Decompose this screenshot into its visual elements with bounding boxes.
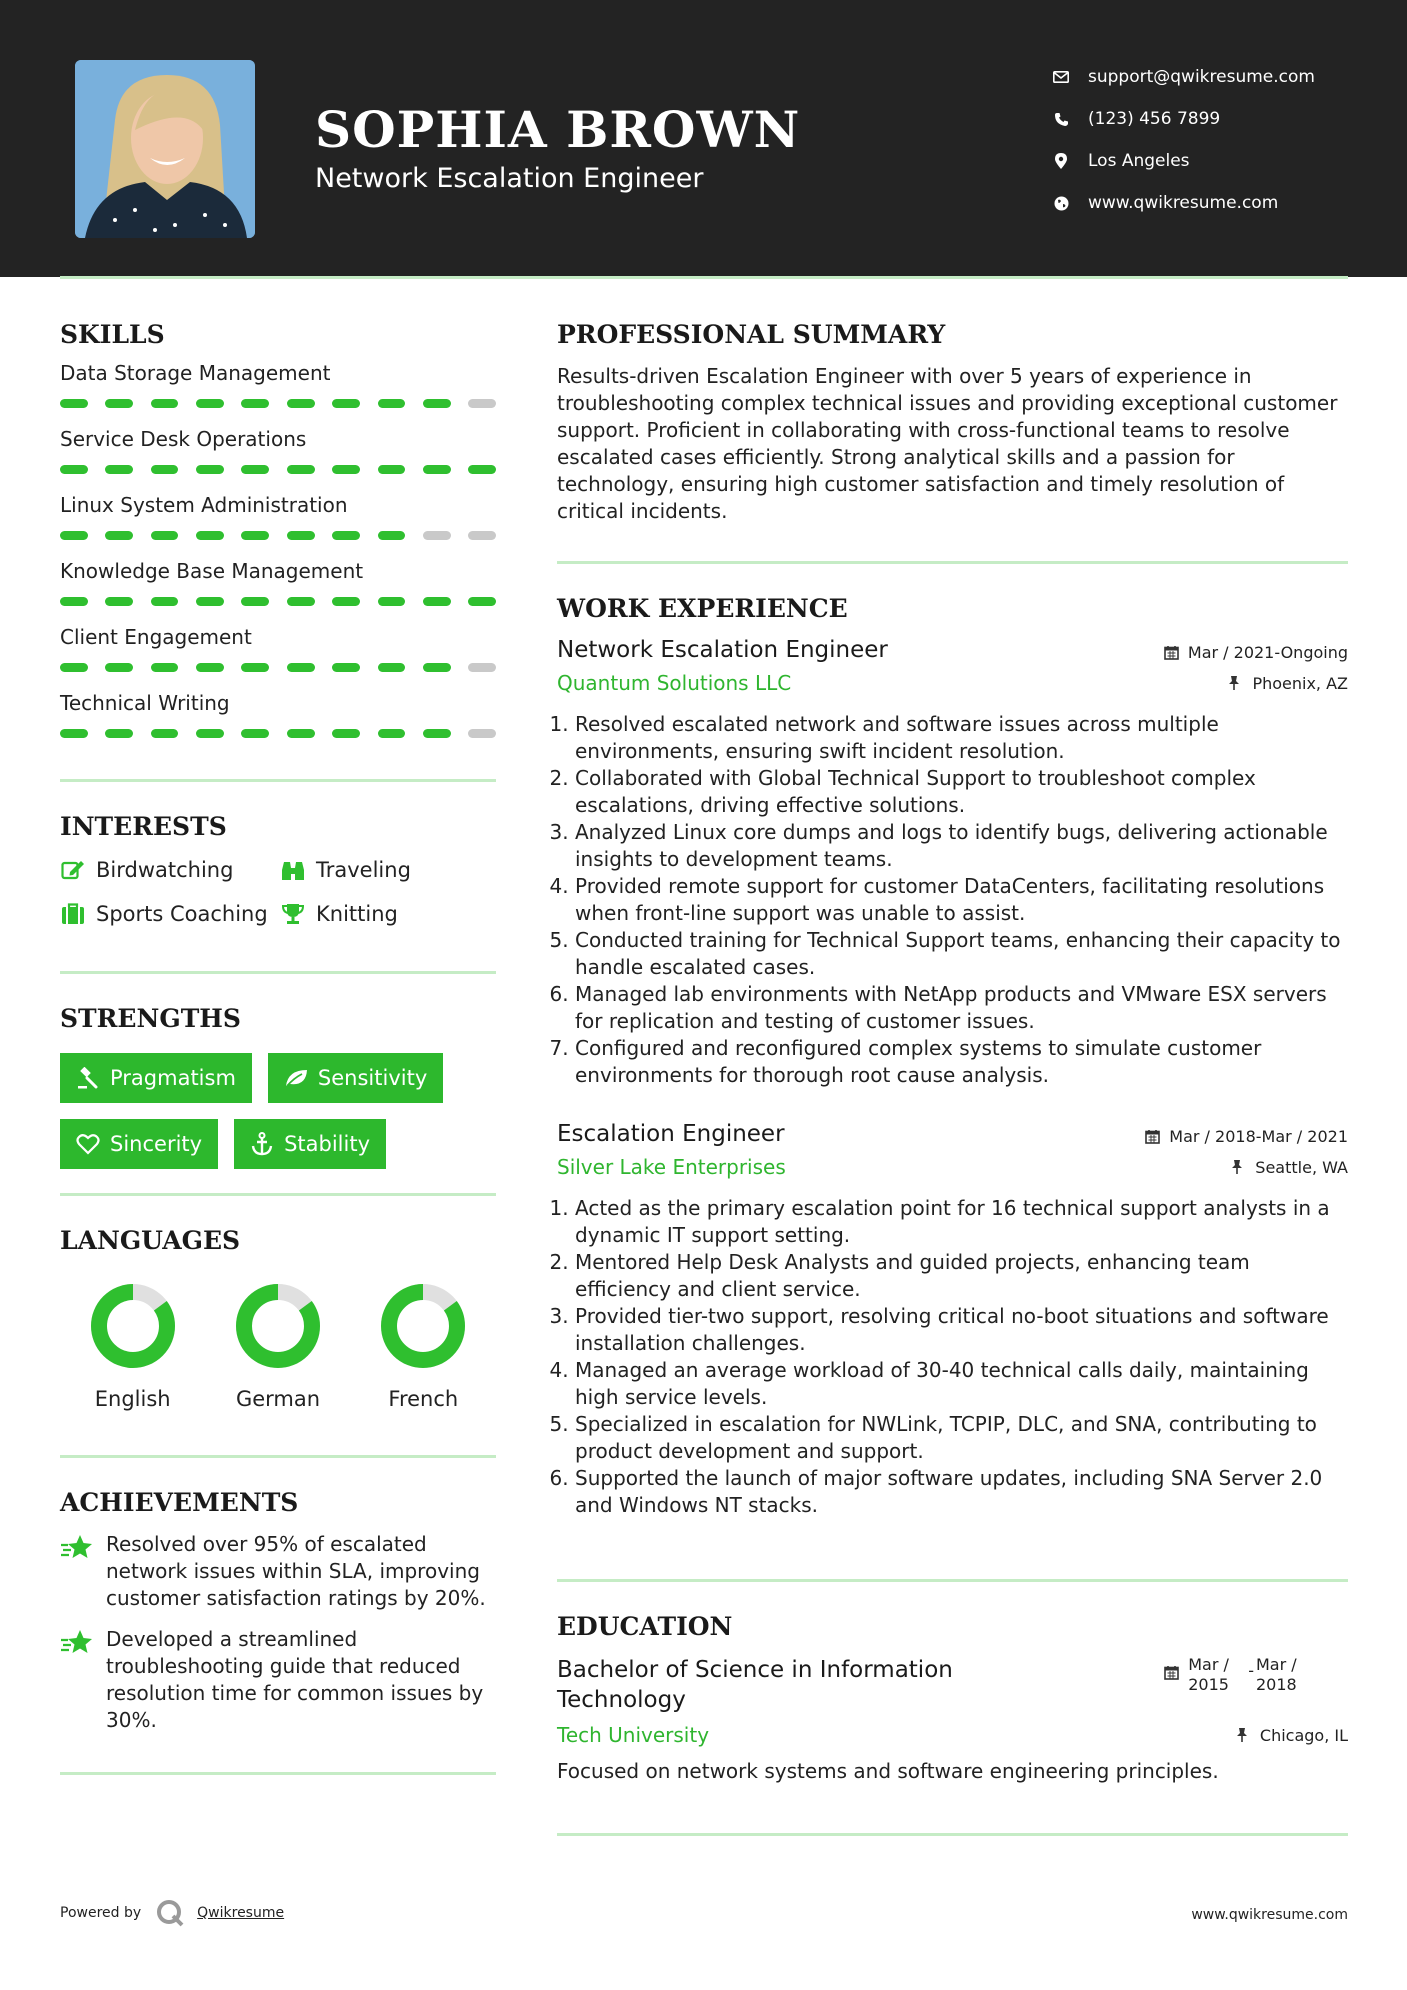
achievements-title: ACHIEVEMENTS	[60, 1488, 299, 1517]
qwikresume-logo-icon	[155, 1898, 185, 1928]
skill-item	[60, 493, 496, 541]
contact-list	[1050, 56, 1315, 224]
rating-dot	[196, 663, 224, 672]
rating-dot	[332, 729, 360, 738]
rating-dot	[332, 399, 360, 408]
candidate-role: Network Escalation Engineer	[315, 163, 704, 194]
skill-item	[60, 559, 496, 607]
leaf-icon	[284, 1066, 308, 1090]
rating-dot	[105, 663, 133, 672]
calendar-icon	[1164, 1665, 1180, 1681]
section-divider	[60, 1772, 496, 1775]
education-date: Mar / 2015 - Mar / 2018	[1164, 1655, 1316, 1695]
rating-dot	[196, 465, 224, 474]
rating-dot	[196, 531, 224, 540]
location-icon	[1050, 150, 1072, 172]
rating-dot	[287, 729, 315, 738]
rating-dot	[378, 531, 406, 540]
skill-item	[60, 691, 496, 739]
strengths-title: STRENGTHS	[60, 1004, 241, 1033]
language-item	[60, 1281, 205, 1411]
rating-dot	[468, 465, 496, 474]
language-ring	[378, 1281, 468, 1371]
section-divider	[60, 971, 496, 974]
rating-dot	[241, 399, 269, 408]
skill-item	[60, 625, 496, 673]
school-location: Chicago, IL	[1236, 1726, 1348, 1745]
rating-dot	[423, 531, 451, 540]
rating-dot	[241, 663, 269, 672]
gavel-icon	[76, 1066, 100, 1090]
skill-name: Linux System Administration	[60, 493, 348, 517]
job-title: Escalation Engineer	[557, 1121, 785, 1147]
skills-list	[60, 361, 496, 739]
strengths-list	[60, 1053, 496, 1169]
rating-dot	[287, 531, 315, 540]
skills-title: SKILLS	[60, 320, 165, 349]
job-bullet: 3. Analyzed Linux core dumps and logs to identify bugs, delivering actionable insights to development teams.	[575, 819, 1348, 873]
job-bullet: 7. Configured and reconfigured complex systems to simulate customer environments for thorough root cause analysis.	[575, 1035, 1348, 1089]
rating-dot	[378, 663, 406, 672]
anchor-icon	[250, 1132, 274, 1156]
achievement-item: Resolved over 95% of escalated network issues within SLA, improving customer satisfaction ratings by 20%.	[60, 1531, 496, 1612]
job-entry	[557, 637, 1348, 1089]
languages-title: LANGUAGES	[60, 1226, 241, 1255]
rating-dot	[423, 663, 451, 672]
section-divider	[60, 1193, 496, 1196]
rating-dot	[468, 729, 496, 738]
education-title: EDUCATION	[557, 1612, 733, 1641]
rating-dot	[105, 399, 133, 408]
star-trophy-icon	[60, 1628, 94, 1658]
job-location: Phoenix, AZ	[1228, 674, 1348, 693]
rating-dot	[378, 465, 406, 474]
language-ring	[88, 1281, 178, 1371]
qwikresume-link[interactable]: Qwikresume	[197, 1905, 285, 1921]
skill-name: Technical Writing	[60, 691, 230, 715]
profile-photo	[75, 60, 255, 238]
rating-dot	[332, 465, 360, 474]
skill-rating	[60, 597, 496, 607]
skill-item	[60, 427, 496, 475]
rating-dot	[196, 399, 224, 408]
skill-rating	[60, 531, 496, 541]
experience-title: WORK EXPERIENCE	[557, 594, 848, 623]
skill-name: Client Engagement	[60, 625, 252, 649]
rating-dot	[151, 663, 179, 672]
job-bullet: 6. Supported the launch of major software updates, including SNA Server 2.0 and Windows NT stacks.	[575, 1465, 1348, 1519]
right-column	[557, 320, 1348, 1836]
achievement-item: Developed a streamlined troubleshooting guide that reduced resolution time for common issues by 30%.	[60, 1626, 496, 1734]
rating-dot	[423, 399, 451, 408]
rating-dot	[60, 531, 88, 540]
section-divider	[60, 779, 496, 782]
pin-icon	[1236, 1727, 1252, 1743]
strength-badge: Stability	[234, 1119, 386, 1169]
trophy-icon	[280, 901, 306, 927]
globe-icon	[1050, 192, 1072, 214]
rating-dot	[378, 399, 406, 408]
rating-dot	[105, 465, 133, 474]
education-description: Focused on network systems and software engineering principles.	[557, 1759, 1219, 1783]
rating-dot	[423, 729, 451, 738]
pin-icon	[1228, 675, 1244, 691]
calendar-icon	[1145, 1129, 1161, 1145]
section-divider	[557, 1579, 1348, 1582]
briefcase-icon	[60, 901, 86, 927]
job-date: Mar / 2021-Ongoing	[1164, 643, 1348, 662]
strength-badge: Sincerity	[60, 1119, 218, 1169]
rating-dot	[151, 465, 179, 474]
rating-dot	[287, 597, 315, 606]
rating-dot	[423, 597, 451, 606]
rating-dot	[423, 465, 451, 474]
job-bullet: 1. Acted as the primary escalation point for 16 technical support analysts in a dynamic IT support setting.	[575, 1195, 1348, 1249]
skill-rating	[60, 465, 496, 475]
rating-dot	[60, 597, 88, 606]
rating-dot	[332, 663, 360, 672]
skill-name: Knowledge Base Management	[60, 559, 364, 583]
section-divider	[60, 1455, 496, 1458]
left-column	[60, 320, 496, 1775]
interest-item: Traveling	[280, 857, 496, 883]
resume-header	[0, 0, 1407, 277]
rating-dot	[332, 531, 360, 540]
rating-dot	[287, 465, 315, 474]
rating-dot	[468, 399, 496, 408]
job-bullet: 6. Managed lab environments with NetApp products and VMware ESX servers for replication and testing of customer issues.	[575, 981, 1348, 1035]
language-ring	[233, 1281, 323, 1371]
summary-title: PROFESSIONAL SUMMARY	[557, 320, 946, 349]
phone-icon	[1050, 108, 1072, 130]
job-bullet: 3. Provided tier-two support, resolving critical no-boot situations and software installation challenges.	[575, 1303, 1348, 1357]
education-entry	[557, 1655, 1348, 1783]
interests-title: INTERESTS	[60, 812, 227, 841]
rating-dot	[60, 729, 88, 738]
rating-dot	[105, 531, 133, 540]
rating-dot	[105, 597, 133, 606]
pin-icon	[1231, 1159, 1247, 1175]
job-bullet: 2. Mentored Help Desk Analysts and guided projects, enhancing team efficiency and client service.	[575, 1249, 1348, 1303]
job-location: Seattle, WA	[1231, 1158, 1348, 1177]
interest-item: Birdwatching	[60, 857, 280, 883]
rating-dot	[468, 663, 496, 672]
rating-dot	[378, 597, 406, 606]
job-entry	[557, 1121, 1348, 1519]
contact-phone[interactable]: (123) 456 7899	[1050, 98, 1315, 140]
rating-dot	[287, 663, 315, 672]
section-divider	[557, 561, 1348, 564]
contact-email[interactable]: support@qwikresume.com	[1050, 56, 1315, 98]
calendar-icon	[1164, 645, 1180, 661]
language-name: English	[94, 1387, 171, 1411]
heart-icon	[76, 1132, 100, 1156]
rating-dot	[378, 729, 406, 738]
rating-dot	[60, 663, 88, 672]
job-bullets	[557, 1195, 1348, 1519]
job-title: Network Escalation Engineer	[557, 637, 888, 663]
interest-item: Sports Coaching	[60, 901, 280, 927]
rating-dot	[151, 531, 179, 540]
header-divider	[60, 276, 1348, 279]
company-name: Silver Lake Enterprises	[557, 1155, 786, 1179]
contact-website[interactable]: www.qwikresume.com	[1050, 182, 1315, 224]
job-date: Mar / 2018-Mar / 2021	[1145, 1127, 1348, 1146]
rating-dot	[105, 729, 133, 738]
rating-dot	[468, 597, 496, 606]
job-bullet: 1. Resolved escalated network and software issues across multiple environments, ensuring swift incident resolution.	[575, 711, 1348, 765]
section-divider	[557, 1833, 1348, 1836]
binoculars-icon	[280, 857, 306, 883]
job-bullets	[557, 711, 1348, 1089]
job-bullet: 4. Provided remote support for customer DataCenters, facilitating resolutions when front-line support was unable to assist.	[575, 873, 1348, 927]
rating-dot	[151, 729, 179, 738]
rating-dot	[151, 597, 179, 606]
skill-rating	[60, 399, 496, 409]
interest-item: Knitting	[280, 901, 496, 927]
rating-dot	[468, 531, 496, 540]
rating-dot	[241, 465, 269, 474]
degree-title: Bachelor of Science in Information Technology	[557, 1657, 953, 1713]
email-icon	[1050, 66, 1072, 88]
job-bullet: 4. Managed an average workload of 30-40 technical calls daily, maintaining high service levels.	[575, 1357, 1348, 1411]
footer-website[interactable]: www.qwikresume.com	[1191, 1907, 1348, 1923]
rating-dot	[241, 531, 269, 540]
language-name: French	[388, 1387, 459, 1411]
rating-dot	[287, 399, 315, 408]
strength-badge: Sensitivity	[268, 1053, 443, 1103]
language-item	[351, 1281, 496, 1411]
rating-dot	[196, 729, 224, 738]
skill-item	[60, 361, 496, 409]
skill-rating	[60, 729, 496, 739]
skill-name: Data Storage Management	[60, 361, 331, 385]
rating-dot	[196, 597, 224, 606]
star-trophy-icon	[60, 1533, 94, 1563]
rating-dot	[151, 399, 179, 408]
candidate-name: SOPHIA BROWN	[315, 100, 801, 159]
language-name: German	[235, 1387, 321, 1411]
rating-dot	[241, 597, 269, 606]
strength-badge: Pragmatism	[60, 1053, 252, 1103]
job-bullet: 5. Conducted training for Technical Support teams, enhancing their capacity to handle escalated cases.	[575, 927, 1348, 981]
footer-powered-by: Powered by Qwikresume	[60, 1898, 284, 1928]
company-name: Quantum Solutions LLC	[557, 671, 792, 695]
skill-name: Service Desk Operations	[60, 427, 307, 451]
rating-dot	[60, 465, 88, 474]
interests-list	[60, 857, 496, 927]
contact-location: Los Angeles	[1050, 140, 1315, 182]
rating-dot	[332, 597, 360, 606]
school-name: Tech University	[557, 1723, 710, 1747]
job-bullet: 5. Specialized in escalation for NWLink, TCPIP, DLC, and SNA, contributing to product development and support.	[575, 1411, 1348, 1465]
rating-dot	[241, 729, 269, 738]
job-bullet: 2. Collaborated with Global Technical Support to troubleshoot complex escalations, driving effective solutions.	[575, 765, 1348, 819]
skill-rating	[60, 663, 496, 673]
rating-dot	[60, 399, 88, 408]
languages-list	[60, 1281, 496, 1411]
pencil-square-icon	[60, 857, 86, 883]
summary-text: Results-driven Escalation Engineer with over 5 years of experience in troubleshooting complex technical issues and providing exceptional customer support. Proficient in collaborating with cross-functional teams to resolve escalated cases efficiently. Strong analytical skills and a passion for technology, ensuring high customer satisfaction and timely resolution of critical incidents.	[557, 364, 1338, 523]
language-item	[205, 1281, 350, 1411]
